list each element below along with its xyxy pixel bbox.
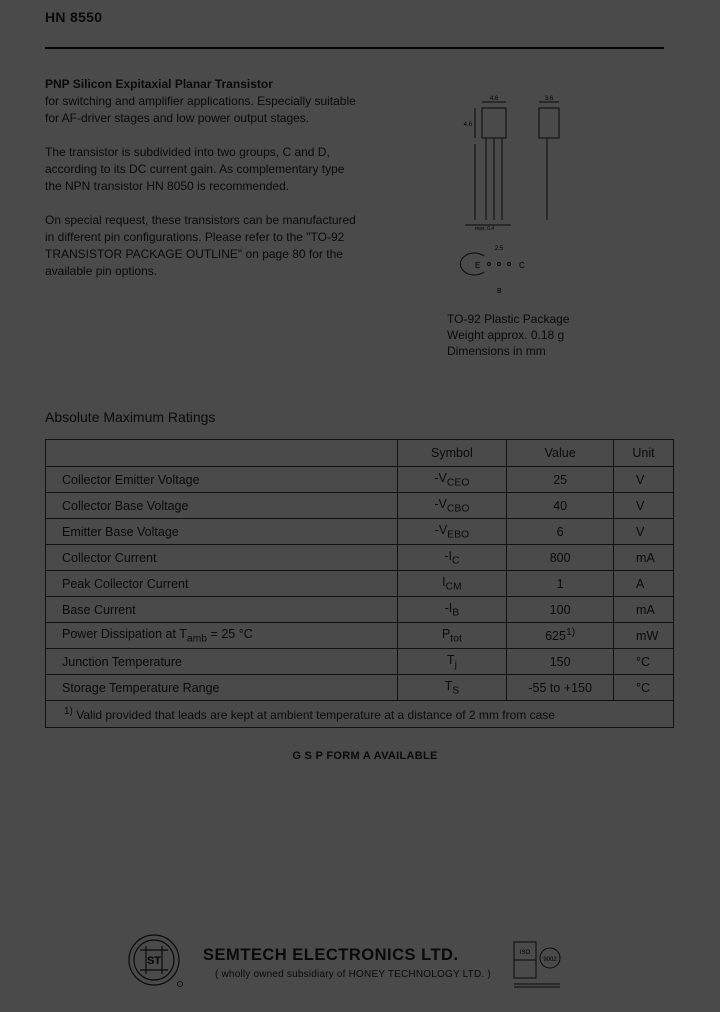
dim-top-right-label: 3.6	[544, 96, 554, 102]
table-row	[46, 519, 674, 545]
param-cell: Collector Base Voltage	[46, 493, 398, 519]
table-row	[46, 571, 674, 597]
footnote-cell	[46, 701, 674, 728]
ratings-table	[45, 439, 674, 728]
table-header-row	[46, 440, 674, 467]
symbol-cell: $-I_C$	[397, 545, 507, 571]
header-value: Value	[507, 440, 614, 467]
param-cell: Storage Temperature Range	[46, 675, 398, 701]
table-row	[46, 649, 674, 675]
value-cell: 25	[507, 467, 614, 493]
symbol-cell: $T_j$	[397, 649, 507, 675]
logo-mark-text: ST	[146, 955, 162, 967]
cert-mark-2: 9002	[543, 957, 557, 963]
description-line: for switching and amplifier applications. Especially suitable	[45, 94, 356, 108]
table-row	[46, 493, 674, 519]
param-cell: Junction Temperature	[46, 649, 398, 675]
description-line: in different pin configurations. Please refer to the "TO-92	[45, 230, 345, 244]
table-row	[46, 597, 674, 623]
company-name: SEMTECH ELECTRONICS LTD.	[203, 946, 459, 964]
unit-cell: V	[614, 467, 674, 493]
table-row	[46, 467, 674, 493]
unit-cell: V	[614, 493, 674, 519]
param-cell: Collector Current	[46, 545, 398, 571]
description-paragraph-3	[45, 212, 375, 280]
unit-cell: mW	[614, 623, 674, 649]
product-subtitle: PNP Silicon Expitaxial Planar Transistor	[45, 77, 273, 91]
pin-e-dot	[488, 263, 491, 266]
value-cell: 800	[507, 545, 614, 571]
description-paragraph-1	[45, 76, 375, 127]
unit-cell: °C	[614, 675, 674, 701]
value-cell: 6	[507, 519, 614, 545]
pin-c-dot	[508, 263, 511, 266]
package-weight: Weight approx. 0.18 g	[447, 328, 565, 342]
package-body-side	[539, 108, 559, 138]
availability-note: G S P FORM A AVAILABLE	[292, 750, 438, 762]
subsidiary-note: ( wholly owned subsidiary of HONEY TECHNOLOGY LTD. )	[215, 969, 491, 980]
header-unit: Unit	[614, 440, 674, 467]
package-footprint-outline	[460, 253, 484, 275]
value-cell: 100	[507, 597, 614, 623]
package-body-front	[482, 108, 506, 138]
unit-cell: °C	[614, 649, 674, 675]
param-cell: Collector Emitter Voltage	[46, 467, 398, 493]
value-cell: 40	[507, 493, 614, 519]
symbol-cell: $-V_{CBO}$	[397, 493, 507, 519]
header-divider	[45, 47, 664, 49]
certification-marks	[512, 940, 564, 990]
value-cell: -55 to +150	[507, 675, 614, 701]
pin-b-dot	[498, 263, 501, 266]
description-line: On special request, these transistors can be manufactured	[45, 213, 356, 227]
unit-cell: A	[614, 571, 674, 597]
unit-cell: mA	[614, 597, 674, 623]
symbol-cell: $-V_{CEO}$	[397, 467, 507, 493]
param-cell: Emitter Base Voltage	[46, 519, 398, 545]
header-symbol: Symbol	[397, 440, 507, 467]
param-cell: Peak Collector Current	[46, 571, 398, 597]
description-line: according to its DC current gain. As complementary type	[45, 162, 345, 176]
param-cell: Power Dissipation at $T_{amb} = 25$ °C	[46, 623, 398, 649]
footnote-text: Valid provided that leads are kept at ambient temperature at a distance of 2 mm from case	[76, 708, 555, 722]
footnote-mark: 1)	[64, 706, 73, 717]
symbol-cell: $-V_{EBO}$	[397, 519, 507, 545]
description-paragraph-2	[45, 144, 375, 195]
param-cell: Base Current	[46, 597, 398, 623]
dim-lead-label: max. 0.4	[475, 226, 495, 232]
table-row	[46, 675, 674, 701]
symbol-cell: $-I_B$	[397, 597, 507, 623]
dim-top-left-label: 4.6	[489, 96, 499, 102]
package-caption	[447, 311, 570, 359]
table-row	[46, 623, 674, 649]
description-line: the NPN transistor HN 8050 is recommended.	[45, 179, 290, 193]
pin-c-label: C	[519, 261, 525, 270]
package-name: TO-92 Plastic Package	[447, 312, 570, 326]
symbol-cell: $I_{CM}$	[397, 571, 507, 597]
value-cell: 150	[507, 649, 614, 675]
to92-package-drawing	[455, 92, 575, 302]
page-title: HN 8550	[45, 9, 103, 25]
pin-pitch-label: 2.5	[494, 246, 504, 252]
symbol-cell: $P_{tot}$	[397, 623, 507, 649]
description-line: TRANSISTOR PACKAGE OUTLINE" on page 80 for the	[45, 247, 343, 261]
footnote-row	[46, 701, 674, 728]
symbol-cell: $T_S$	[397, 675, 507, 701]
section-title-ratings: Absolute Maximum Ratings	[45, 409, 216, 425]
value-cell: 1	[507, 571, 614, 597]
dim-side-label: 4.6	[463, 122, 472, 128]
cert-mark-1: ISO	[519, 950, 531, 956]
package-dimensions-note: Dimensions in mm	[447, 344, 546, 358]
pin-e-label: E	[475, 261, 481, 270]
table-row	[46, 545, 674, 571]
unit-cell: mA	[614, 545, 674, 571]
header-parameter	[46, 440, 398, 467]
description-line: for AF-driver stages and low power output stages.	[45, 111, 310, 125]
unit-cell: V	[614, 519, 674, 545]
pin-b-label: B	[497, 288, 502, 295]
semtech-logo	[124, 932, 188, 990]
value-cell: 625$^{1)}$	[507, 623, 614, 649]
description-line: available pin options.	[45, 264, 158, 278]
description-line: The transistor is subdivided into two groups, C and D,	[45, 145, 330, 159]
